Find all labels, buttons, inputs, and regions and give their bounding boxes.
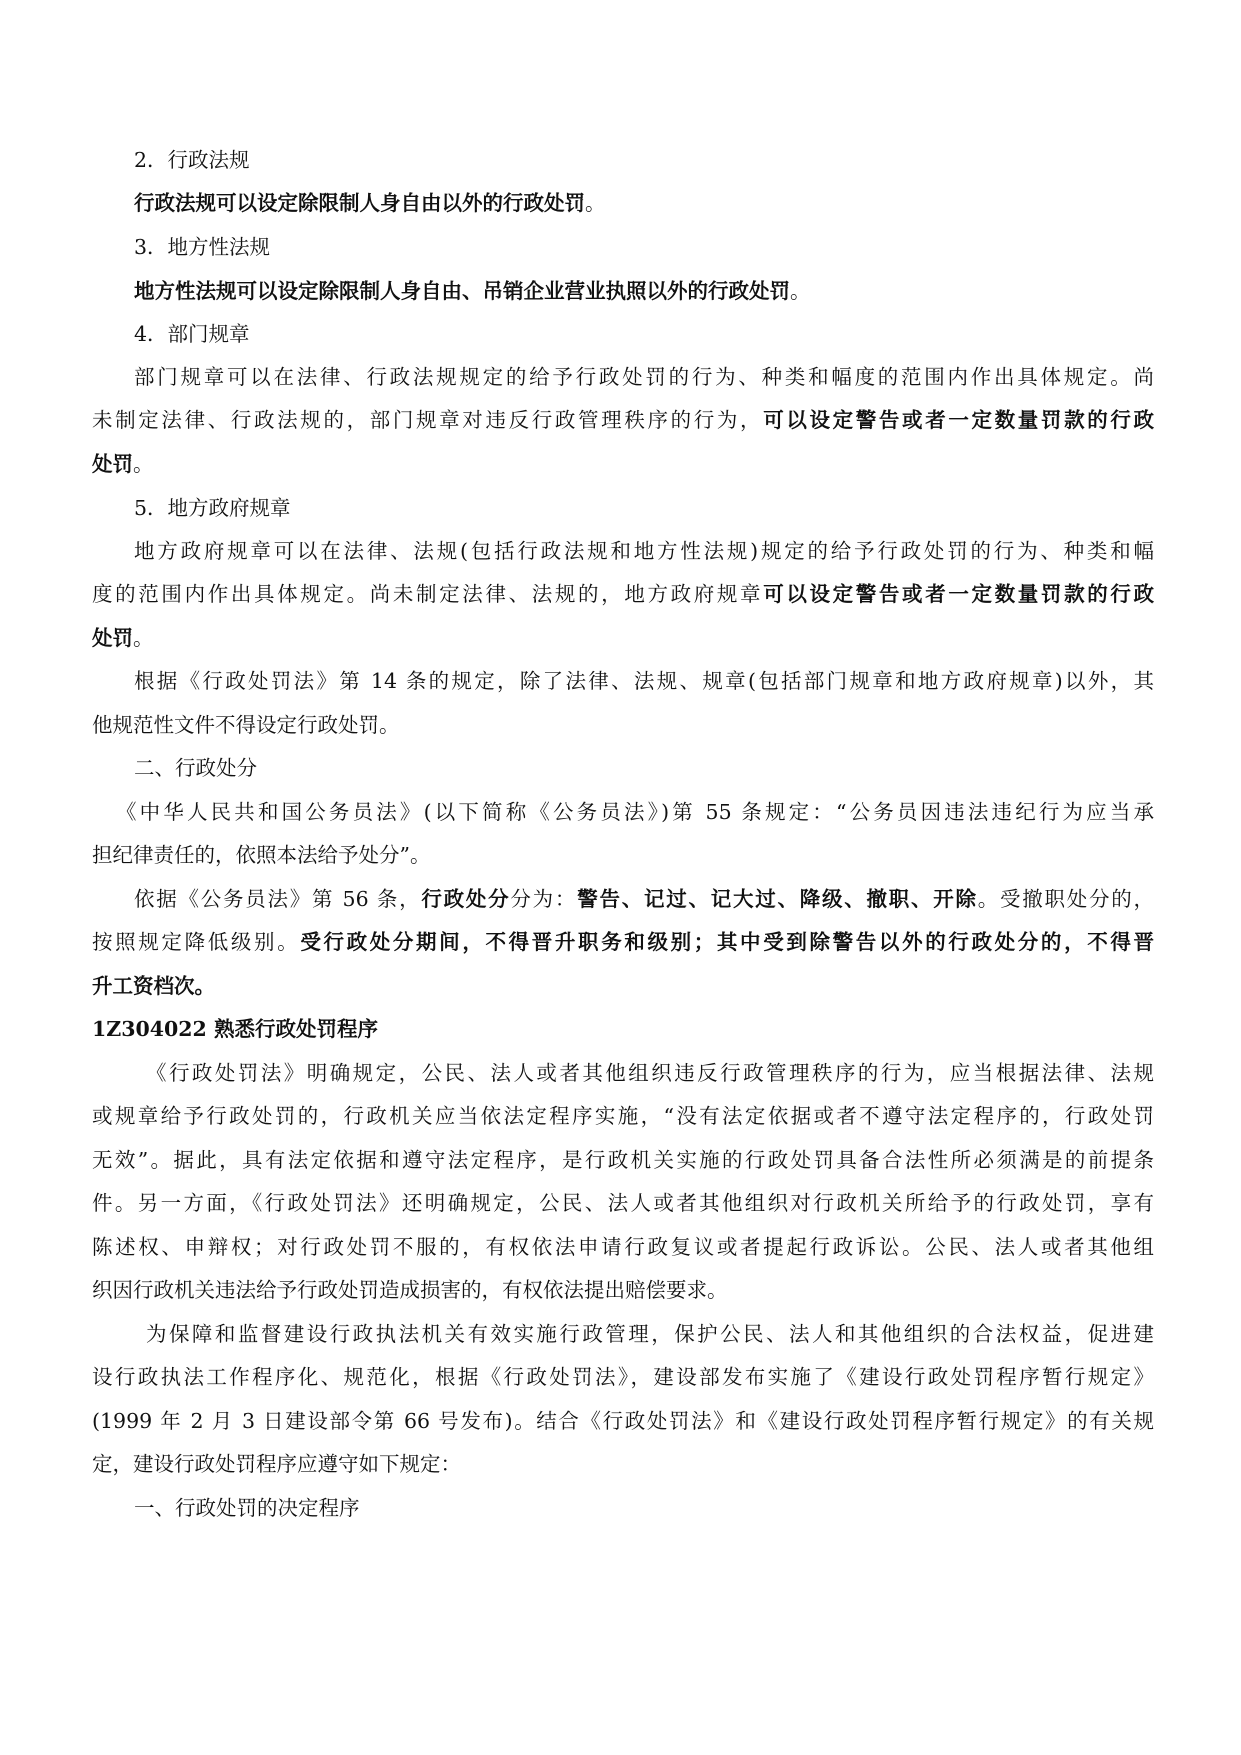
- paragraph-line: 度的范围内作出具体规定。尚未制定法律、法规的，地方政府规章可以设定警告或者一定数量罚款的行政: [92, 582, 1154, 606]
- paragraph-line: 依据《公务员法》第 56 条，行政处分分为：警告、记过、记大过、降级、撤职、开除。受撤职处分的，: [134, 887, 1154, 911]
- paragraph-line: 升工资档次。: [92, 974, 215, 998]
- bold-text: 处罚: [92, 626, 133, 650]
- bold-text: 地方性法规可以设定除限制人身自由、吊销企业营业执照以外的行政处罚: [134, 279, 790, 303]
- paragraph-line: 陈述权、申辩权；对行政处罚不服的，有权依法申请行政复议或者提起行政诉讼。公民、法人或者其他组: [92, 1235, 1154, 1259]
- paragraph-line: 处罚。: [92, 452, 154, 476]
- paragraph-line: 或规章给予行政处罚的，行政机关应当依法定程序实施，“没有法定依据或者不遵守法定程序的，行政处罚: [92, 1104, 1154, 1128]
- paragraph-line: 根据《行政处罚法》第 14 条的规定，除了法律、法规、规章(包括部门规章和地方政府规章)以外，其: [134, 669, 1154, 693]
- bold-text: 行政法规可以设定除限制人身自由以外的行政处罚: [134, 191, 585, 215]
- item-heading-4: 4．部门规章: [134, 322, 250, 346]
- paragraph-line: 未制定法律、行政法规的，部门规章对违反行政管理秩序的行为，可以设定警告或者一定数量罚款的行政: [92, 408, 1154, 432]
- paragraph-line: 定，建设行政处罚程序应遵守如下规定：: [92, 1452, 461, 1476]
- bold-text: 可以设定警告或者一定数量罚款的行政: [763, 582, 1154, 606]
- bold-text: 行政处分: [421, 887, 511, 911]
- paragraph-line: 无效”。据此，具有法定依据和遵守法定程序，是行政机关实施的行政处罚具备合法性所必须满是的前提条: [92, 1148, 1154, 1172]
- section-title: 1Z304022 熟悉行政处罚程序: [92, 1017, 378, 1041]
- paragraph-line: 设行政执法工作程序化、规范化，根据《行政处罚法》，建设部发布实施了《建设行政处罚程序暂行规定》: [92, 1365, 1154, 1389]
- paragraph-line: 织因行政机关违法给予行政处罚造成损害的，有权依法提出赔偿要求。: [92, 1278, 728, 1302]
- item-heading-2: 2．行政法规: [134, 148, 250, 172]
- paragraph-line: 《行政处罚法》明确规定，公民、法人或者其他组织违反行政管理秩序的行为，应当根据法律、法规: [146, 1061, 1154, 1085]
- paragraph-line: 部门规章可以在法律、行政法规规定的给予行政处罚的行为、种类和幅度的范围内作出具体规定。尚: [134, 365, 1154, 389]
- paragraph-line: 担纪律责任的，依照本法给予处分”。: [92, 843, 431, 867]
- paragraph-line: 《中华人民共和国公务员法》(以下简称《公务员法》)第 55 条规定：“公务员因违法违纪行为应当承: [116, 800, 1154, 824]
- bold-text: 受行政处分期间，不得晋升职务和级别；其中受到除警告以外的行政处分的，不得晋: [300, 930, 1154, 954]
- paragraph-line: 按照规定降低级别。受行政处分期间，不得晋升职务和级别；其中受到除警告以外的行政处分的，不得晋: [92, 930, 1154, 954]
- paragraph-line: 地方政府规章可以在法律、法规(包括行政法规和地方性法规)规定的给予行政处罚的行为、种类和幅: [134, 539, 1154, 563]
- paragraph-line: (1999 年 2 月 3 日建设部令第 66 号发布)。结合《行政处罚法》和《建设行政处罚程序暂行规定》的有关规: [92, 1409, 1154, 1433]
- bold-text: 可以设定警告或者一定数量罚款的行政: [763, 408, 1154, 432]
- paragraph-admin-regulations: 行政法规可以设定除限制人身自由以外的行政处罚。: [134, 191, 606, 215]
- bold-text: 警告、记过、记大过、降级、撤职、开除: [577, 887, 978, 911]
- subheading-admin-sanctions: 二、行政处分: [134, 756, 257, 780]
- item-heading-5: 5．地方政府规章: [134, 496, 291, 520]
- subheading-decision-procedure: 一、行政处罚的决定程序: [134, 1496, 360, 1520]
- bold-text: 处罚: [92, 452, 133, 476]
- paragraph-line: 件。另一方面，《行政处罚法》还明确规定，公民、法人或者其他组织对行政机关所给予的行政处罚，享有: [92, 1191, 1154, 1215]
- paragraph-line: 为保障和监督建设行政执法机关有效实施行政管理，保护公民、法人和其他组织的合法权益，促进建: [146, 1322, 1154, 1346]
- paragraph-local-regulations: 地方性法规可以设定除限制人身自由、吊销企业营业执照以外的行政处罚。: [134, 279, 811, 303]
- item-heading-3: 3．地方性法规: [134, 235, 271, 259]
- paragraph-line: 他规范性文件不得设定行政处罚。: [92, 713, 400, 737]
- paragraph-line: 处罚。: [92, 626, 154, 650]
